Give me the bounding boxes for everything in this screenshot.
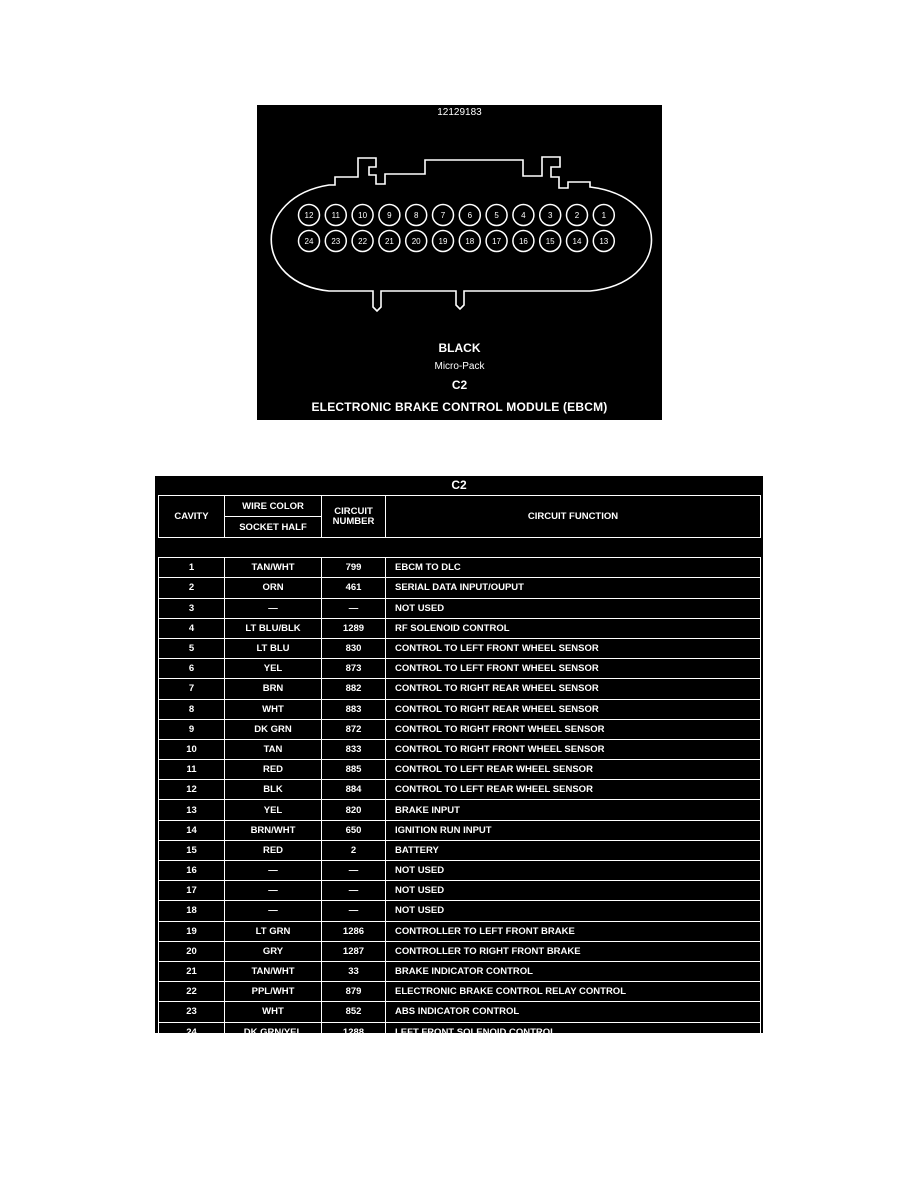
wire-color-cell: — bbox=[225, 881, 322, 901]
header-wire-color: WIRE COLOR bbox=[225, 496, 322, 517]
pin-number: 2 bbox=[574, 211, 580, 220]
circuit-function-cell: EBCM TO DLC bbox=[386, 558, 761, 578]
header-circuit-line2: NUMBER bbox=[332, 515, 375, 527]
pin-number: 11 bbox=[331, 211, 340, 220]
pin-number: 20 bbox=[411, 237, 421, 246]
circuit-number-cell: 872 bbox=[322, 719, 386, 739]
circuit-number-cell: 461 bbox=[322, 578, 386, 598]
circuit-number-cell: 2 bbox=[322, 840, 386, 860]
cavity-cell: 7 bbox=[159, 679, 225, 699]
circuit-function-cell: CONTROL TO LEFT REAR WHEEL SENSOR bbox=[386, 780, 761, 800]
table-row bbox=[159, 780, 761, 800]
wire-color-cell: TAN/WHT bbox=[225, 558, 322, 578]
cavity-cell: 9 bbox=[159, 719, 225, 739]
pin-number: 24 bbox=[304, 237, 314, 246]
pin-number: 18 bbox=[465, 237, 475, 246]
pin-row-top bbox=[299, 205, 615, 226]
cavity-cell: 1 bbox=[159, 558, 225, 578]
table-row bbox=[159, 659, 761, 679]
circuit-function-cell: CONTROLLER TO LEFT FRONT BRAKE bbox=[386, 921, 761, 941]
wire-color-cell: ORN bbox=[225, 578, 322, 598]
cavity-cell: 12 bbox=[159, 780, 225, 800]
pin-number: 8 bbox=[413, 211, 419, 220]
table-row bbox=[159, 638, 761, 658]
wire-color-cell: TAN/WHT bbox=[225, 961, 322, 981]
header-circuit-function: CIRCUIT FUNCTION bbox=[386, 496, 761, 538]
pin-number: 16 bbox=[518, 237, 528, 246]
circuit-number-cell: 852 bbox=[322, 1002, 386, 1022]
wire-color-cell: WHT bbox=[225, 1002, 322, 1022]
cavity-cell: 14 bbox=[159, 820, 225, 840]
table-row bbox=[159, 558, 761, 578]
table-row bbox=[159, 901, 761, 921]
wire-color-cell: BLK bbox=[225, 780, 322, 800]
circuit-number-cell: 873 bbox=[322, 659, 386, 679]
wire-color-cell: BRN bbox=[225, 679, 322, 699]
table-row bbox=[159, 861, 761, 881]
circuit-number-cell: 1286 bbox=[322, 921, 386, 941]
wire-color-cell: YEL bbox=[225, 800, 322, 820]
table-row bbox=[159, 961, 761, 981]
cavity-cell: 16 bbox=[159, 861, 225, 881]
circuit-number-cell: 879 bbox=[322, 982, 386, 1002]
wire-color-cell: — bbox=[225, 861, 322, 881]
wire-color-cell: YEL bbox=[225, 659, 322, 679]
header-socket-half: SOCKET HALF bbox=[225, 517, 322, 538]
circuit-number-cell: 799 bbox=[322, 558, 386, 578]
circuit-function-cell: NOT USED bbox=[386, 598, 761, 618]
wire-color-cell: LT BLU/BLK bbox=[225, 618, 322, 638]
cavity-cell: 22 bbox=[159, 982, 225, 1002]
circuit-number-cell: — bbox=[322, 881, 386, 901]
cavity-cell: 17 bbox=[159, 881, 225, 901]
pinout-grid bbox=[158, 495, 761, 1043]
wire-color-cell: — bbox=[225, 901, 322, 921]
circuit-function-cell: BATTERY bbox=[386, 840, 761, 860]
wire-color-cell: GRY bbox=[225, 941, 322, 961]
circuit-function-cell: CONTROL TO RIGHT REAR WHEEL SENSOR bbox=[386, 679, 761, 699]
header-circuit-number bbox=[322, 496, 386, 538]
circuit-number-cell: 883 bbox=[322, 699, 386, 719]
cavity-cell: 24 bbox=[159, 1022, 225, 1042]
cavity-cell: 18 bbox=[159, 901, 225, 921]
circuit-number-cell: 882 bbox=[322, 679, 386, 699]
connector-id: C2 bbox=[451, 378, 468, 392]
connector-type: Micro-Pack bbox=[434, 361, 485, 372]
part-number: 12129183 bbox=[437, 107, 482, 118]
pin-number: 23 bbox=[331, 237, 341, 246]
cavity-cell: 10 bbox=[159, 739, 225, 759]
circuit-function-cell: CONTROL TO RIGHT FRONT WHEEL SENSOR bbox=[386, 719, 761, 739]
table-row bbox=[159, 881, 761, 901]
circuit-number-cell: 830 bbox=[322, 638, 386, 658]
table-row bbox=[159, 840, 761, 860]
connector-diagram bbox=[257, 105, 662, 420]
circuit-function-cell: SERIAL DATA INPUT/OUPUT bbox=[386, 578, 761, 598]
wire-color-cell: WHT bbox=[225, 699, 322, 719]
cavity-cell: 4 bbox=[159, 618, 225, 638]
pin-number: 12 bbox=[304, 211, 314, 220]
circuit-function-cell: CONTROL TO RIGHT FRONT WHEEL SENSOR bbox=[386, 739, 761, 759]
pinout-table bbox=[155, 476, 763, 1038]
table-row bbox=[159, 1022, 761, 1042]
table-row bbox=[159, 820, 761, 840]
circuit-function-cell: NOT USED bbox=[386, 901, 761, 921]
circuit-function-cell: ELECTRONIC BRAKE CONTROL RELAY CONTROL bbox=[386, 982, 761, 1002]
wire-color-cell: TAN bbox=[225, 739, 322, 759]
cavity-cell: 2 bbox=[159, 578, 225, 598]
cavity-cell: 5 bbox=[159, 638, 225, 658]
circuit-number-cell: 820 bbox=[322, 800, 386, 820]
table-row bbox=[159, 679, 761, 699]
table-row bbox=[159, 982, 761, 1002]
connector-color: BLACK bbox=[438, 341, 481, 355]
table-row bbox=[159, 739, 761, 759]
circuit-number-cell: 33 bbox=[322, 961, 386, 981]
wire-color-cell: DK GRN/YEL bbox=[225, 1022, 322, 1042]
cavity-cell: 3 bbox=[159, 598, 225, 618]
cavity-cell: 6 bbox=[159, 659, 225, 679]
circuit-number-cell: 885 bbox=[322, 760, 386, 780]
wire-color-cell: — bbox=[225, 598, 322, 618]
circuit-function-cell: ABS INDICATOR CONTROL bbox=[386, 1002, 761, 1022]
circuit-function-cell: CONTROL TO RIGHT REAR WHEEL SENSOR bbox=[386, 699, 761, 719]
circuit-number-cell: 650 bbox=[322, 820, 386, 840]
pin-row-bottom bbox=[299, 231, 615, 252]
header-circuit-line1: CIRCUIT bbox=[334, 505, 373, 517]
pin-number: 1 bbox=[601, 211, 607, 220]
pin-number: 21 bbox=[384, 237, 394, 246]
circuit-number-cell: 1288 bbox=[322, 1022, 386, 1042]
circuit-number-cell: 1287 bbox=[322, 941, 386, 961]
wire-color-cell: RED bbox=[225, 840, 322, 860]
table-row bbox=[159, 578, 761, 598]
circuit-function-cell: RF SOLENOID CONTROL bbox=[386, 618, 761, 638]
pin-number: 4 bbox=[521, 211, 526, 220]
wire-color-cell: RED bbox=[225, 760, 322, 780]
table-row bbox=[159, 760, 761, 780]
cavity-cell: 11 bbox=[159, 760, 225, 780]
wire-color-cell: BRN/WHT bbox=[225, 820, 322, 840]
cavity-cell: 20 bbox=[159, 941, 225, 961]
cavity-cell: 23 bbox=[159, 1002, 225, 1022]
table-row bbox=[159, 618, 761, 638]
table-title: C2 bbox=[451, 478, 467, 492]
table-row bbox=[159, 941, 761, 961]
pin-number: 19 bbox=[438, 237, 448, 246]
circuit-function-cell: NOT USED bbox=[386, 861, 761, 881]
wire-color-cell: LT BLU bbox=[225, 638, 322, 658]
circuit-number-cell: — bbox=[322, 598, 386, 618]
circuit-function-cell: BRAKE INDICATOR CONTROL bbox=[386, 961, 761, 981]
connector-face-drawing bbox=[257, 105, 662, 420]
pin-number: 13 bbox=[599, 237, 609, 246]
pin-number: 14 bbox=[572, 237, 582, 246]
header-cavity: CAVITY bbox=[159, 496, 225, 538]
cavity-cell: 15 bbox=[159, 840, 225, 860]
circuit-function-cell: BRAKE INPUT bbox=[386, 800, 761, 820]
pin-number: 6 bbox=[467, 211, 473, 220]
table-row bbox=[159, 921, 761, 941]
table-body bbox=[159, 538, 761, 1043]
cavity-cell: 21 bbox=[159, 961, 225, 981]
circuit-function-cell: CONTROL TO LEFT FRONT WHEEL SENSOR bbox=[386, 659, 761, 679]
circuit-function-cell: CONTROLLER TO RIGHT FRONT BRAKE bbox=[386, 941, 761, 961]
wire-color-cell: PPL/WHT bbox=[225, 982, 322, 1002]
wire-color-cell: LT GRN bbox=[225, 921, 322, 941]
pin-number: 15 bbox=[545, 237, 555, 246]
pin-number: 3 bbox=[547, 211, 553, 220]
pin-number: 22 bbox=[358, 237, 368, 246]
circuit-number-cell: 1289 bbox=[322, 618, 386, 638]
circuit-function-cell: CONTROL TO LEFT FRONT WHEEL SENSOR bbox=[386, 638, 761, 658]
table-row bbox=[159, 598, 761, 618]
table-row bbox=[159, 800, 761, 820]
cavity-cell: 8 bbox=[159, 699, 225, 719]
table-row bbox=[159, 1002, 761, 1022]
circuit-number-cell: — bbox=[322, 901, 386, 921]
cavity-cell: 13 bbox=[159, 800, 225, 820]
circuit-function-cell: NOT USED bbox=[386, 881, 761, 901]
circuit-function-cell: IGNITION RUN INPUT bbox=[386, 820, 761, 840]
wire-color-cell: DK GRN bbox=[225, 719, 322, 739]
table-row bbox=[159, 719, 761, 739]
circuit-number-cell: — bbox=[322, 861, 386, 881]
circuit-number-cell: 833 bbox=[322, 739, 386, 759]
cavity-cell: 19 bbox=[159, 921, 225, 941]
circuit-number-cell: 884 bbox=[322, 780, 386, 800]
circuit-function-cell: LEFT FRONT SOLENOID CONTROL bbox=[386, 1022, 761, 1042]
pin-number: 17 bbox=[492, 237, 502, 246]
pin-number: 7 bbox=[440, 211, 446, 220]
pin-number: 9 bbox=[387, 211, 392, 220]
table-row bbox=[159, 699, 761, 719]
circuit-function-cell: CONTROL TO LEFT REAR WHEEL SENSOR bbox=[386, 760, 761, 780]
component-name: ELECTRONIC BRAKE CONTROL MODULE (EBCM) bbox=[311, 400, 608, 414]
pin-number: 5 bbox=[494, 211, 499, 220]
pin-number: 10 bbox=[358, 211, 368, 220]
